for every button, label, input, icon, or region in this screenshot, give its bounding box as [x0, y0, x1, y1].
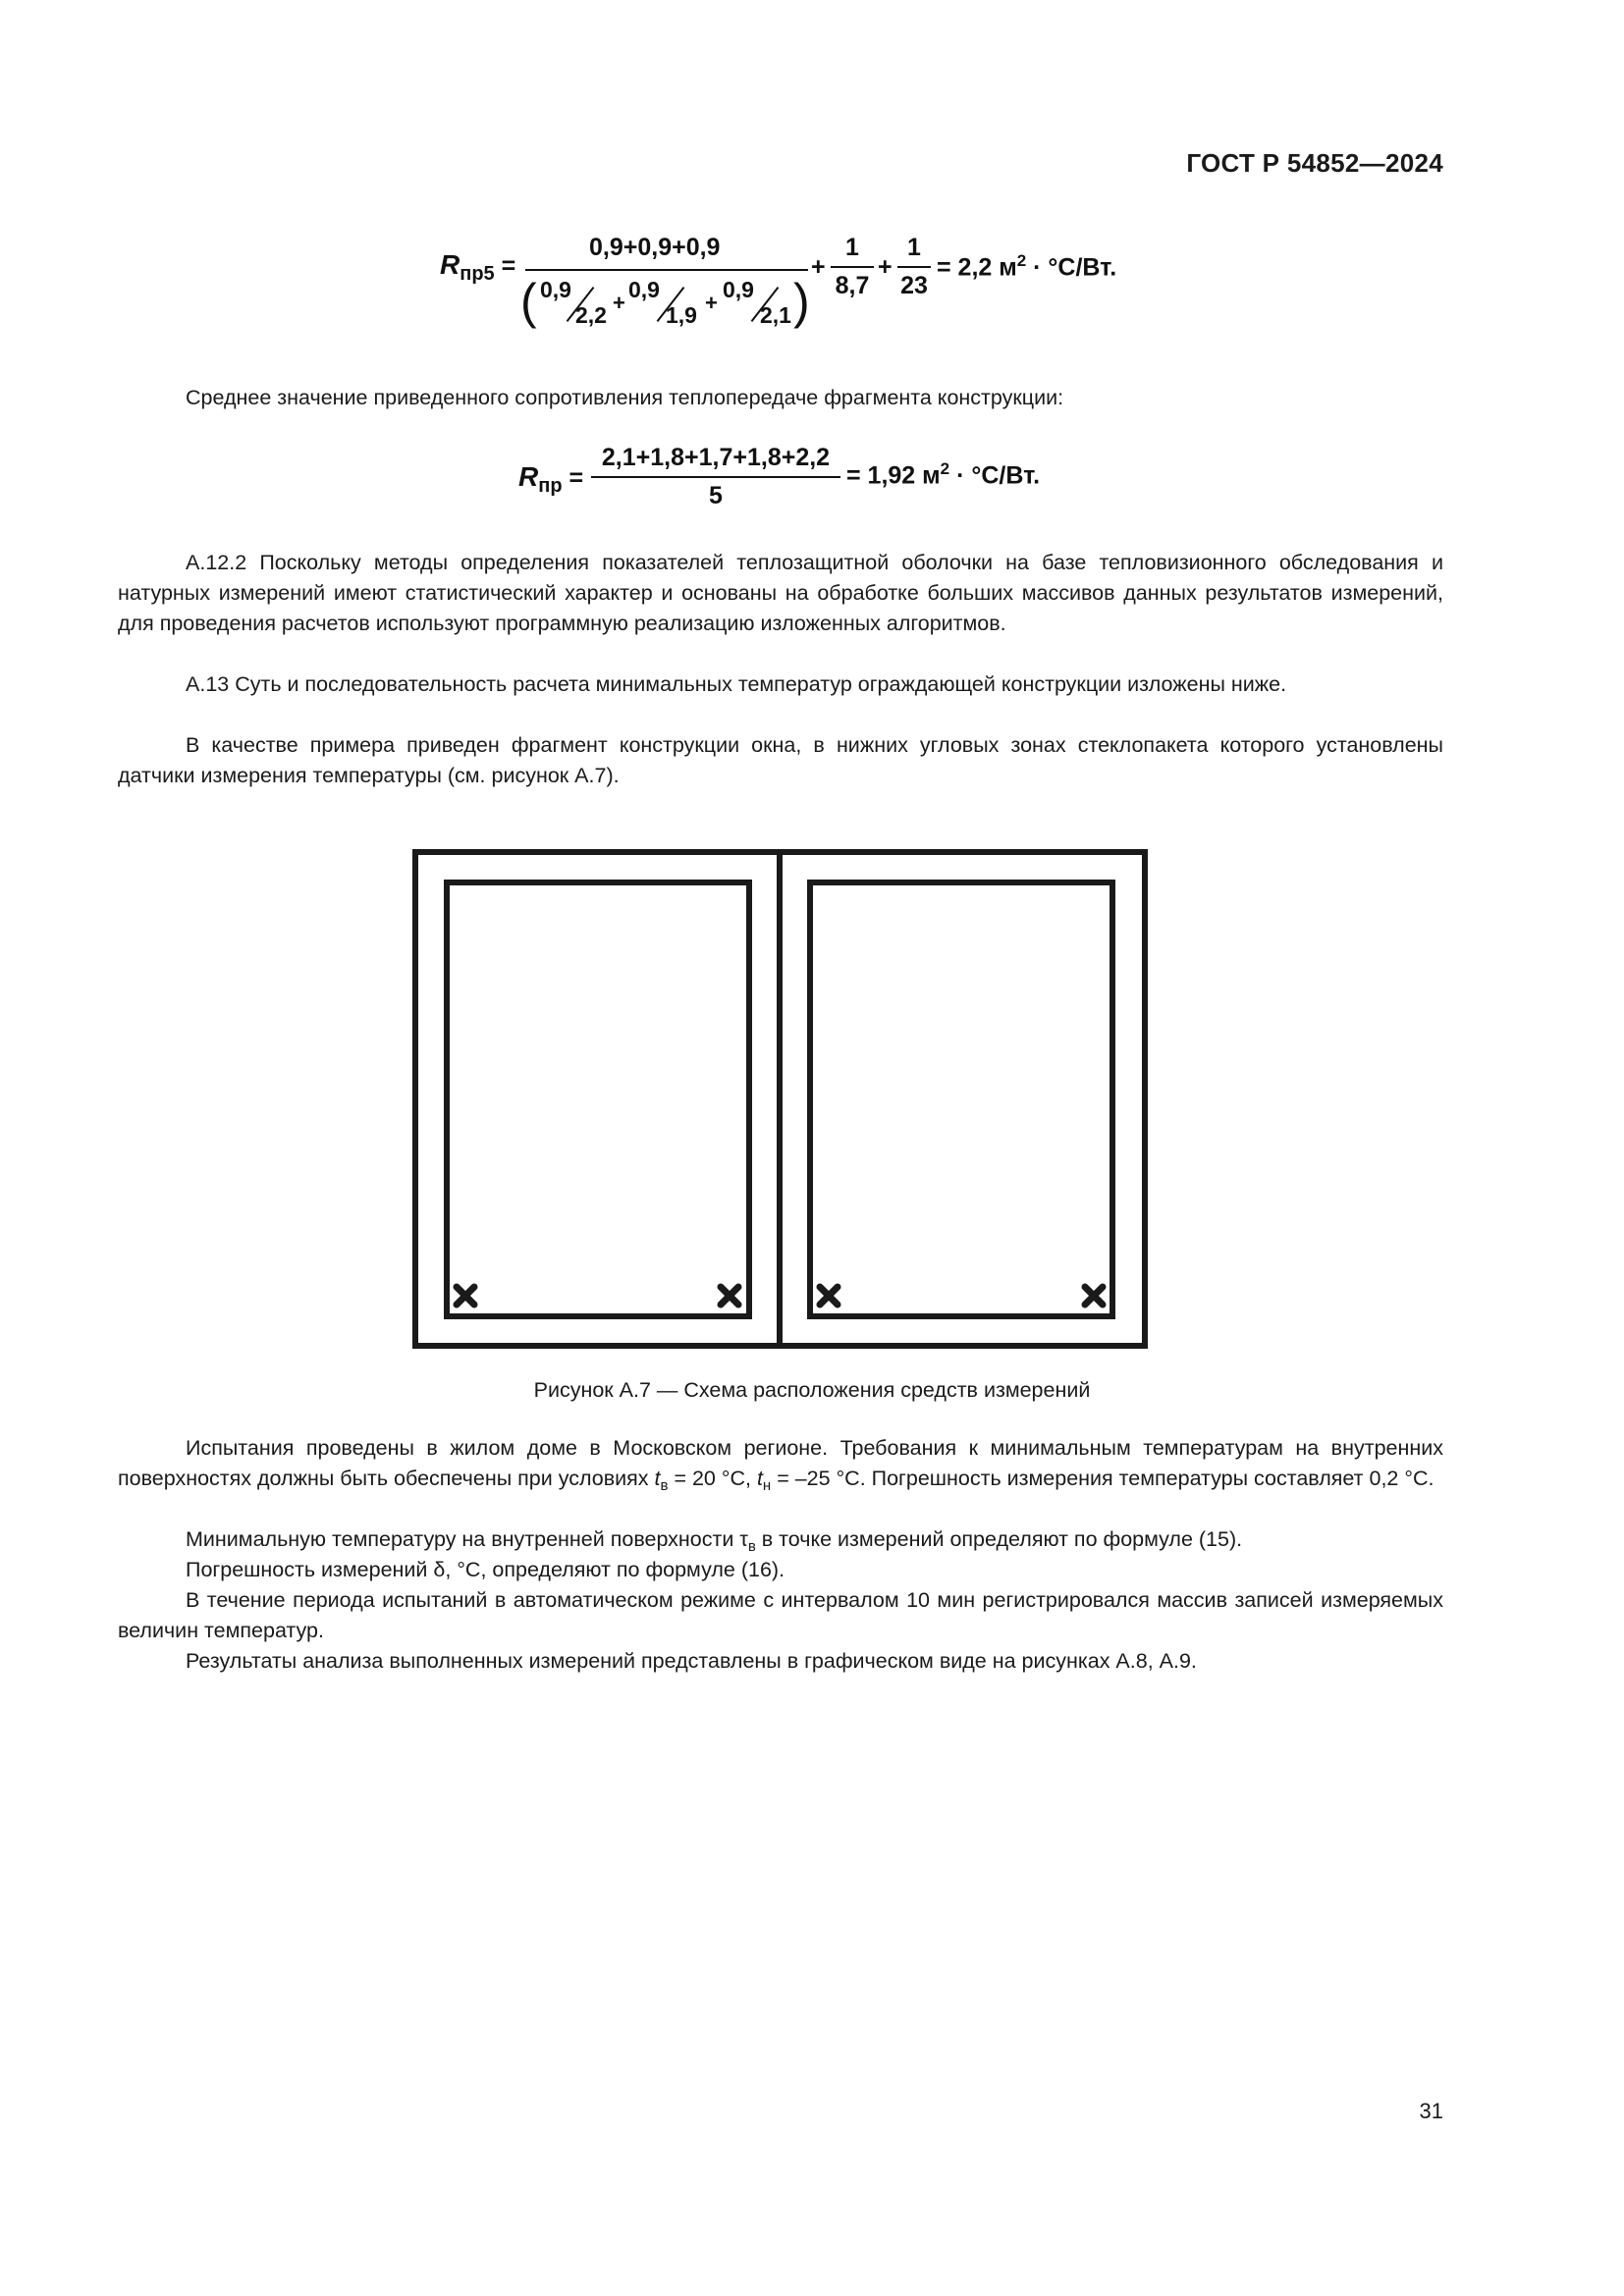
formula2-eq: =: [568, 464, 584, 492]
paragraph-tests: Испытания проведены в жилом доме в Московском регионе. Требования к минимальным температурам на внутренних поверхностях должны быть обеспечены при условиях $t_в = 20$ °C, $t_н = -25$ °C. Погрешность измерения температуры составляет 0,2 °C.: [118, 1436, 1443, 1494]
formula1-frac-23: $\frac{1}{23}$: [897, 234, 931, 300]
paragraph-a13: А.13 Суть и последовательность расчета минимальных температур ограждающей конструкции изложены ниже.: [186, 672, 1287, 696]
formula1-fraction-line: [525, 269, 808, 271]
formula1-left-paren: (: [520, 274, 537, 329]
formula1-result: = 2,2 $м^2 \cdot ^\circ C/Вт$.: [937, 251, 1117, 282]
formula1-den-frac-2: 0,9 1,9: [628, 277, 697, 328]
right-glass-unit: [810, 882, 1112, 1316]
paragraph-example: В качестве примера приведен фрагмент конструкции окна, в нижних угловых зонах стеклопакета которого установлены датчики измерения температуры (см. рисунок А.7).: [118, 733, 1443, 787]
document-id: ГОСТ Р 54852—2024: [1186, 148, 1443, 178]
sensor-mark-right-bottom-left: [820, 1287, 838, 1305]
formula1-right-paren: ): [793, 274, 810, 329]
formula2-fraction: $\frac{2,1+1,8+1,7+1,8+2,2}{5}$: [591, 444, 840, 510]
sensor-mark-right-bottom-right: [1085, 1287, 1103, 1305]
formula1-plus-b: +: [878, 253, 893, 281]
text-mean-value: Среднее значение приведенного сопротивления теплопередаче фрагмента конструкции:: [186, 386, 1064, 409]
formula2-result: = 1,92 $м^2 \cdot ^\circ C/Вт$.: [846, 459, 1041, 490]
page-number: 31: [1419, 2099, 1443, 2123]
formula1-den-frac-1: 0,9 2,2: [540, 277, 607, 328]
formula1-plus-a: +: [811, 253, 826, 281]
left-glass-unit: [447, 882, 749, 1316]
formula1-lhs-sub: пр5: [460, 263, 495, 285]
paragraph-min-temperature: Минимальную температуру на внутренней поверхности $\tau_в$ в точке измерений определяют по формуле (15).: [186, 1527, 1243, 1555]
formula1-frac-8-7: $\frac{1}{8,7}$: [831, 234, 874, 300]
formula1-den-plus-2: +: [705, 291, 718, 315]
figure-caption: Рисунок А.7 — Схема расположения средств измерений: [533, 1378, 1091, 1402]
paragraph-error: Погрешность измерений δ, °C, определяют по формуле (16).: [186, 1558, 785, 1581]
formula1-eq: =: [501, 252, 516, 280]
paragraph-a12-2: А.12.2 Поскольку методы определения показателей теплозащитной оболочки на базе тепловизионного обследования и натурных измерений имеют статистический характер и основаны на обработке больших массивов данных результатов измерений, для проведения расчетов используют программную реализацию изложенных алгоритмов.: [118, 551, 1443, 635]
formula2-lhs: R: [518, 461, 539, 492]
sensor-mark-left-bottom-right: [721, 1287, 738, 1305]
paragraph-period: В течение периода испытаний в автоматическом режиме с интервалом 10 мин регистрировался массив записей измеряемых величин температур.: [118, 1588, 1443, 1642]
paragraph-results: Результаты анализа выполненных измерений представлены в графическом виде на рисунках А.8, А.9.: [186, 1649, 1197, 1673]
formula2-lhs-sub: пр: [538, 475, 563, 497]
figure-a7-window-diagram: [412, 849, 1149, 1350]
formula1-den-frac-3: 0,9 2,1: [723, 277, 791, 328]
formula1-lhs: R: [440, 249, 460, 280]
formula1-den-plus-1: +: [613, 291, 625, 315]
formula1-numerator: 0,9+0,9+0,9: [589, 234, 721, 261]
sensor-mark-left-bottom-left: [457, 1287, 474, 1305]
